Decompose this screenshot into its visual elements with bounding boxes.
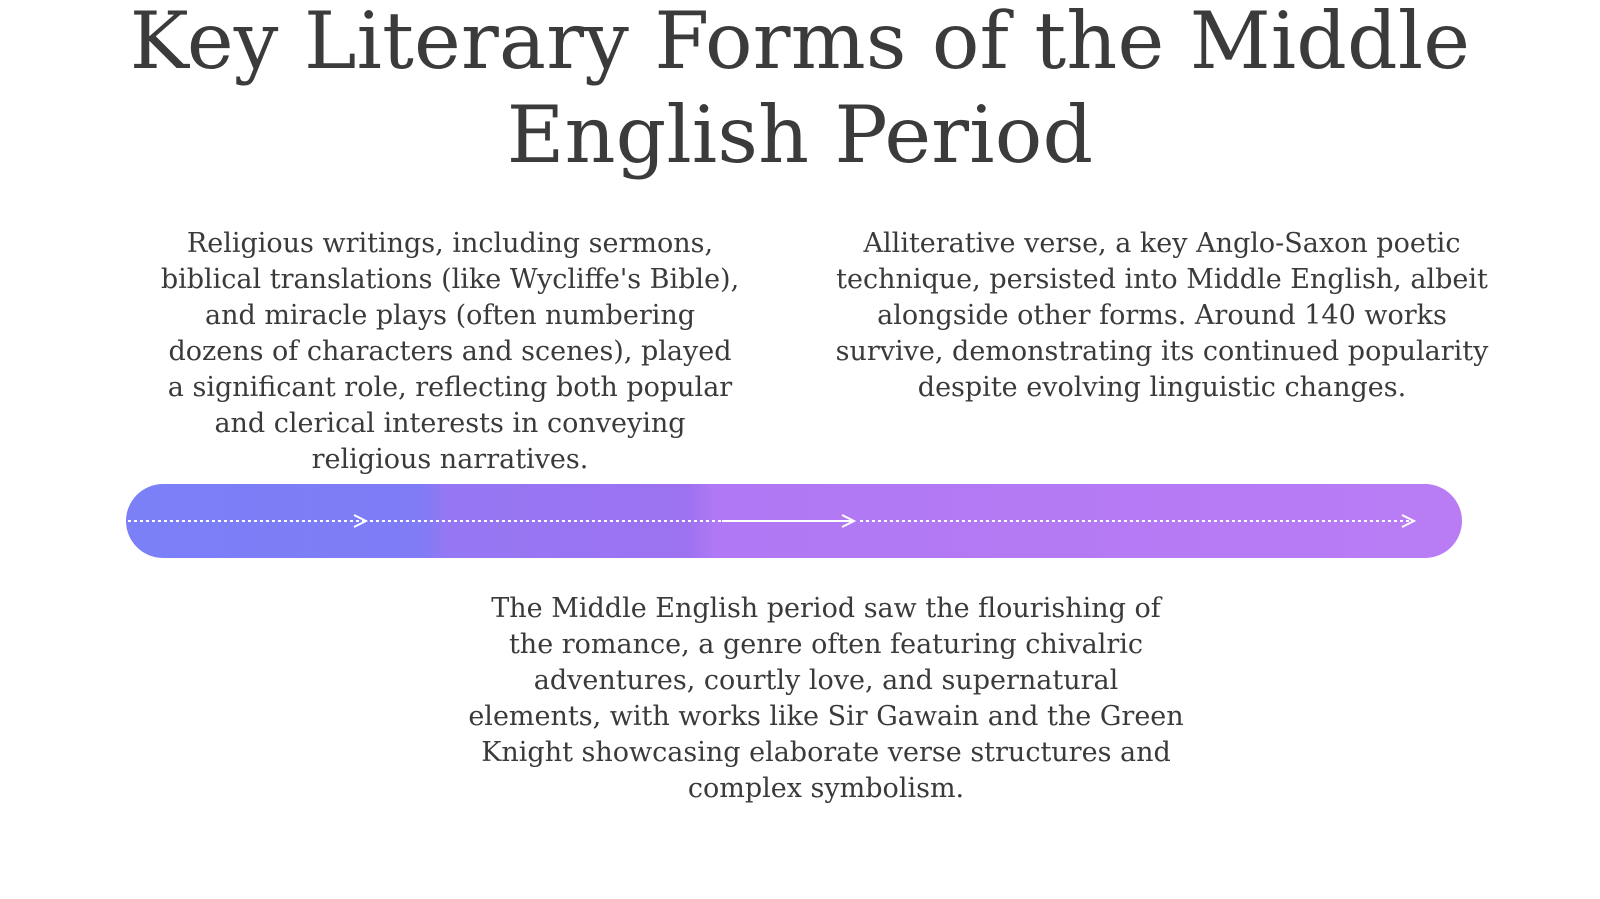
alliterative-verse-text: Alliterative verse, a key Anglo-Saxon poetic technique, persisted into Middle English, albeit alongside other forms. Around 140 works survive, demonstrating its continued popularity despite evolving linguistic changes.	[835, 228, 1489, 403]
page-title: Key Literary Forms of the Middle English Period	[129, 0, 1471, 181]
religious-writings-text: Religious writings, including sermons, biblical translations (like Wycliffe's Bible), and miracle plays (often numbering dozens of characters and scenes), played a significant role, reflecting both popular and clerical interests in conveying religious narratives.	[160, 228, 740, 475]
romance-text: The Middle English period saw the flourishing of the romance, a genre often featuring chivalric adventures, courtly love, and supernatural elements, with works like Sir Gawain and the Green Knight showcasing elaborate verse structures and complex symbolism.	[468, 593, 1184, 804]
